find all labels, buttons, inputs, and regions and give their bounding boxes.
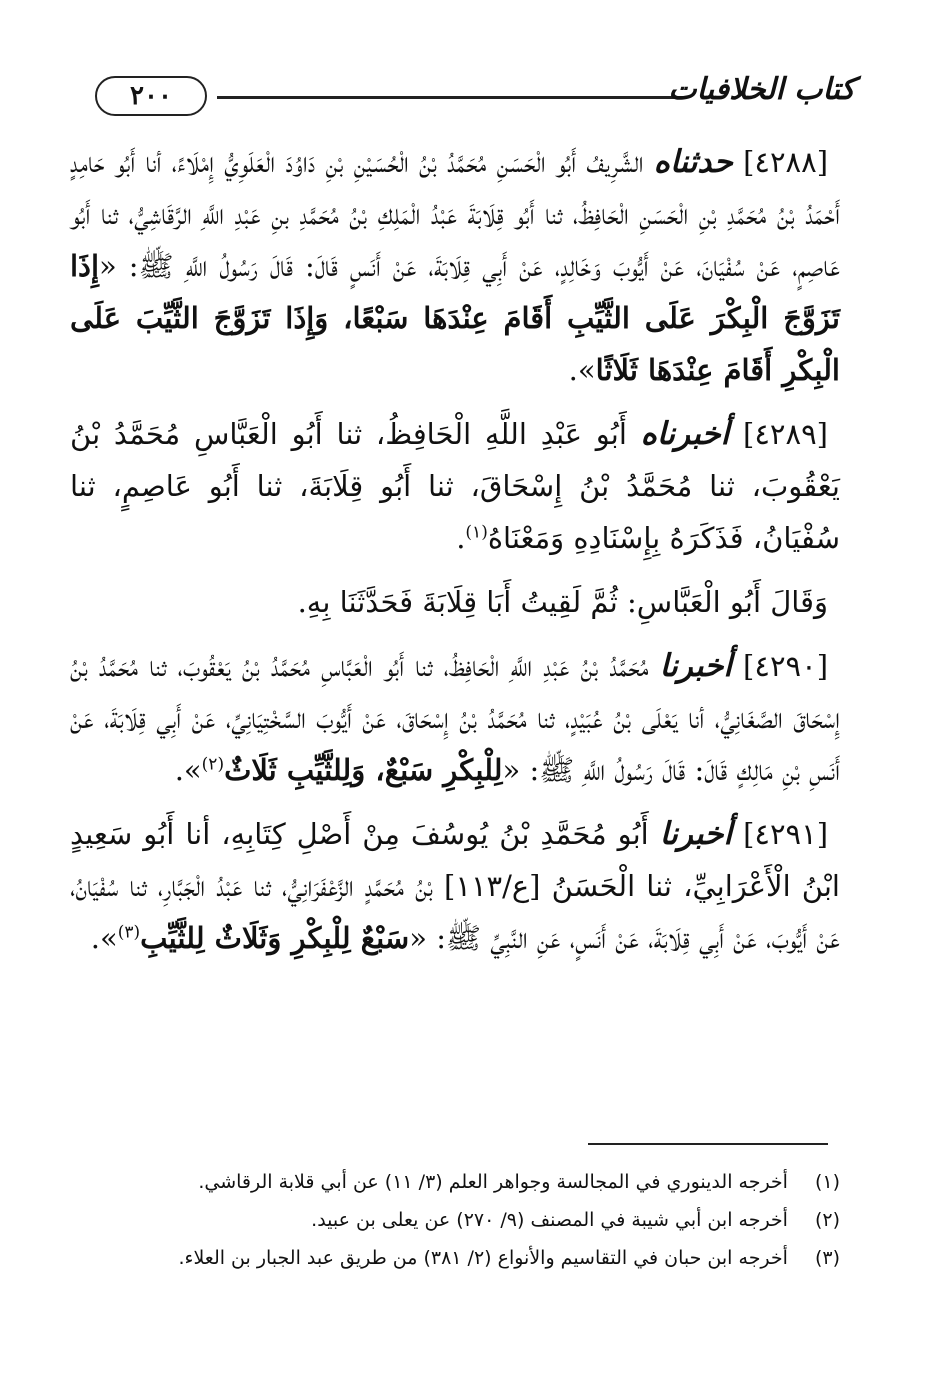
header-divider <box>217 96 687 99</box>
page-header <box>95 72 855 124</box>
page-number: ٢٠٠ <box>95 76 207 116</box>
footnote-ref[interactable]: (٢) <box>201 754 225 775</box>
footnote-ref[interactable]: (١) <box>465 522 488 543</box>
hadith-paragraph-4291 <box>70 808 840 964</box>
hadith-tail: ». <box>90 921 118 955</box>
isnad-text: أَبُو مُحَمَّدِ بْنُ يُوسُفَ مِنْ أَصْلِ كِتَابِهِ، أنا أَبُو سَعِيدٍ ابْنُ الْأَعْرَابِيِّ، ثنا الْحَسَنُ [ع/١١٣] بْنُ مُحَمَّدٍ الزَّعْفَرَانِيُّ، ثنا عَبْدُ الْجَبَّارِ، ثنا سُفْيَانُ، عَنْ أَيُّوبَ، عَنْ أَبِي قِلَابَةَ، عَنْ أَنَسٍ، عَنِ النَّبِيِّ ﷺ: « <box>70 817 840 955</box>
hadith-text: لِلْبِكْرِ سَبْعٌ، وَلِلثَّيِّبِ ثَلَاثٌ <box>224 753 503 787</box>
hadith-number: [٤٢٨٨] <box>743 145 829 179</box>
hadith-paragraph-4289 <box>70 408 840 564</box>
isnad-text: مُحَمَّدُ بْنُ عَبْدِ اللَّهِ الْحَافِظُ، ثنا أَبُو الْعَبَّاسِ مُحَمَّدُ بْنُ يَعْقُوبَ، ثنا مُحَمَّدُ بْنُ إِسْحَاقَ الصَّغَانِيُّ، أنا يَعْلَى بْنُ عُبَيْدٍ، ثنا مُحَمَّدُ بْنُ إِسْحَاقَ، عَنْ أَيُّوبَ السَّخْتِيَانِيِّ، عَنْ أَبِي قِلَابَةَ، عَنْ أَنَسِ بْنِ مَالِكٍ قَالَ: قَالَ رَسُولُ اللَّهِ ﷺ: « <box>70 649 840 787</box>
footnote-number: (٢) <box>814 1209 840 1231</box>
comment-text: وَقَالَ أَبُو الْعَبَّاسِ: ثُمَّ لَقِيتُ أَبَا قِلَابَةَ فَحَدَّثَنَا بِهِ. <box>297 585 828 619</box>
footnote-divider <box>588 1143 828 1145</box>
narrator-comment <box>70 576 840 628</box>
isnad-text: أَبُو عَبْدِ اللَّهِ الْحَافِظُ، ثنا أَبُو الْعَبَّاسِ مُحَمَّدُ بْنُ يَعْقُوبَ، ثنا مُحَمَّدُ بْنُ إِسْحَاقَ، ثنا أَبُو قِلَابَةَ، ثنا أَبُو عَاصِمٍ، ثنا سُفْيَانُ، فَذَكَرَهُ بِإِسْنَادِهِ وَمَعْنَاهُ <box>70 417 840 555</box>
hadith-text: سَبْعٌ لِلْبِكْرِ وَثَلَاثٌ لِلثَّيِّبِ <box>140 921 410 955</box>
narration-keyword: أخبرنا <box>659 816 733 852</box>
narration-keyword: أخبرناه <box>640 416 730 452</box>
footnote-number: (٣) <box>814 1247 840 1269</box>
hadith-number: [٤٢٩١] <box>743 817 829 851</box>
footnote-item <box>110 1201 840 1239</box>
main-text <box>70 136 840 976</box>
hadith-tail: ». <box>568 353 596 387</box>
hadith-number: [٤٢٩٠] <box>743 649 829 683</box>
footnote-item <box>110 1239 840 1277</box>
footnote-ref[interactable]: (٣) <box>117 922 141 943</box>
footnote-text: أخرجه ابن حبان في التقاسيم والأنواع (٢/ ٣٨١) من طريق عبد الجبار بن العلاء. <box>178 1247 788 1269</box>
hadith-paragraph-4290 <box>70 640 840 796</box>
isnad-text: الشَّرِيفُ أَبُو الْحَسَنِ مُحَمَّدُ بْنُ الْحُسَيْنِ بْنِ دَاوُدَ الْعَلَوِيُّ إِمْلَاءً، أنا أَبُو حَامِدٍ أَحْمَدُ بْنُ مُحَمَّدِ بْنِ الْحَسَنِ الْحَافِظُ، ثنا أَبُو قِلَابَةَ عَبْدُ الْمَلِكِ بْنُ مُحَمَّدِ بنِ عَبْدِ اللَّهِ الرَّقَاشِيُّ، ثنا أَبُو عَاصِمٍ، عَنْ سُفْيَانَ، عَنْ أَيُّوبَ وَخَالِدٍ، عَنْ أَبِي قِلَابَةَ، عَنْ أَنَسٍ قَالَ: قَالَ رَسُولُ اللَّهِ ﷺ: « <box>70 145 840 283</box>
footnote-number: (١) <box>814 1171 840 1193</box>
hadith-tail: ». <box>174 753 202 787</box>
hadith-paragraph-4288 <box>70 136 840 396</box>
footnote-text: أخرجه الدينوري في المجالسة وجواهر العلم (٣/ ١١) عن أبي قلابة الرقاشي. <box>198 1171 788 1193</box>
narration-keyword: حدثناه <box>653 144 733 180</box>
footnote-item <box>110 1163 840 1201</box>
footnotes <box>110 1163 840 1277</box>
book-title: كتاب الخلافيات <box>668 72 855 107</box>
narration-keyword: أخبرنا <box>659 648 732 684</box>
hadith-number: [٤٢٨٩] <box>743 417 828 451</box>
footnote-text: أخرجه ابن أبي شيبة في المصنف (٩/ ٢٧٠) عن يعلى بن عبيد. <box>311 1209 788 1231</box>
hadith-tail: . <box>456 521 466 555</box>
hadith-text: إِذَا تَزَوَّجَ الْبِكْرَ عَلَى الثَّيِّبِ أَقَامَ عِنْدَهَا سَبْعًا، وَإِذَا تَزَوَّجَ الثَّيِّبَ عَلَى الْبِكْرِ أَقَامَ عِنْدَهَا ثَلَاثًا <box>70 249 840 387</box>
